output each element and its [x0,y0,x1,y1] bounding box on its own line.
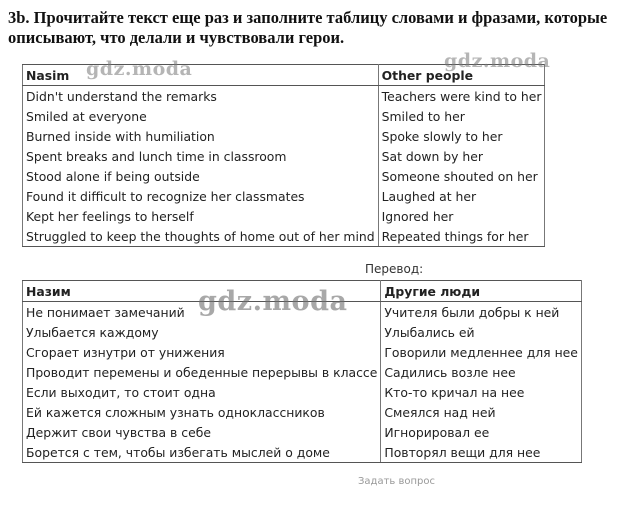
cell-hero: Didn't understand the remarks [23,86,379,107]
table-row [23,422,582,442]
watermark: gdz.moda [86,58,193,80]
english-table [22,64,545,247]
table-row [23,442,582,463]
table-row [23,342,582,362]
table-row [23,146,545,166]
cell-others: Кто-то кричал на нее [381,382,582,402]
table-row [23,206,545,226]
cell-others: Говорили медленнее для нее [381,342,582,362]
cell-hero: Stood alone if being outside [23,166,379,186]
cell-hero: Держит свои чувства в себе [23,422,381,442]
cell-hero: Burned inside with humiliation [23,126,379,146]
cell-others: Смеялся над ней [381,402,582,422]
table-row [23,106,545,126]
cell-others: Spoke slowly to her [378,126,545,146]
cell-others: Smiled to her [378,106,545,126]
cell-others: Повторял вещи для нее [381,442,582,463]
cell-hero: Kept her feelings to herself [23,206,379,226]
task-heading: 3b. Прочитайте текст еще раз и заполните таблицу словами и фразами, которые описывают, что делали и чувствовали герои. [8,8,608,47]
translation-label: Перевод: [365,262,424,276]
cell-others: Улыбались ей [381,322,582,342]
table-row [23,382,582,402]
column-header-nasim: Nasim [23,65,379,86]
cell-hero: Ей кажется сложным узнать одноклассников [23,402,381,422]
column-header-other-people: Other people [378,65,545,86]
cell-hero: Если выходит, то стоит одна [23,382,381,402]
cell-others: Sat down by her [378,146,545,166]
cell-hero: Сгорает изнутри от унижения [23,342,381,362]
cell-hero: Smiled at everyone [23,106,379,126]
cell-others: Someone shouted on her [378,166,545,186]
table-row [23,402,582,422]
cell-others: Ignored her [378,206,545,226]
cell-hero: Улыбается каждому [23,322,381,342]
cutoff-text: Задать вопрос [358,476,435,487]
watermark: gdz.moda [444,50,551,72]
table-row [23,226,545,247]
cell-others: Учителя были добры к ней [381,302,582,323]
cell-others: Садились возле нее [381,362,582,382]
cell-others: Teachers were kind to her [378,86,545,107]
table-row [23,362,582,382]
cell-hero: Борется с тем, чтобы избегать мыслей о доме [23,442,381,463]
cell-hero: Проводит перемены и обеденные перерывы в классе [23,362,381,382]
table-row [23,186,545,206]
cell-hero: Struggled to keep the thoughts of home out of her mind [23,226,379,247]
table-row [23,322,582,342]
cell-hero: Не понимает замечаний [23,302,381,323]
table-row [23,86,545,107]
table-row [23,126,545,146]
cell-others: Игнорировал ее [381,422,582,442]
watermark: gdz.moda [198,286,348,317]
cell-others: Repeated things for her [378,226,545,247]
cell-hero: Spent breaks and lunch time in classroom [23,146,379,166]
cell-hero: Found it difficult to recognize her classmates [23,186,379,206]
table-row [23,166,545,186]
column-header-nazim: Назим [23,281,381,302]
cell-others: Laughed at her [378,186,545,206]
column-header-drugie-lyudi: Другие люди [381,281,582,302]
